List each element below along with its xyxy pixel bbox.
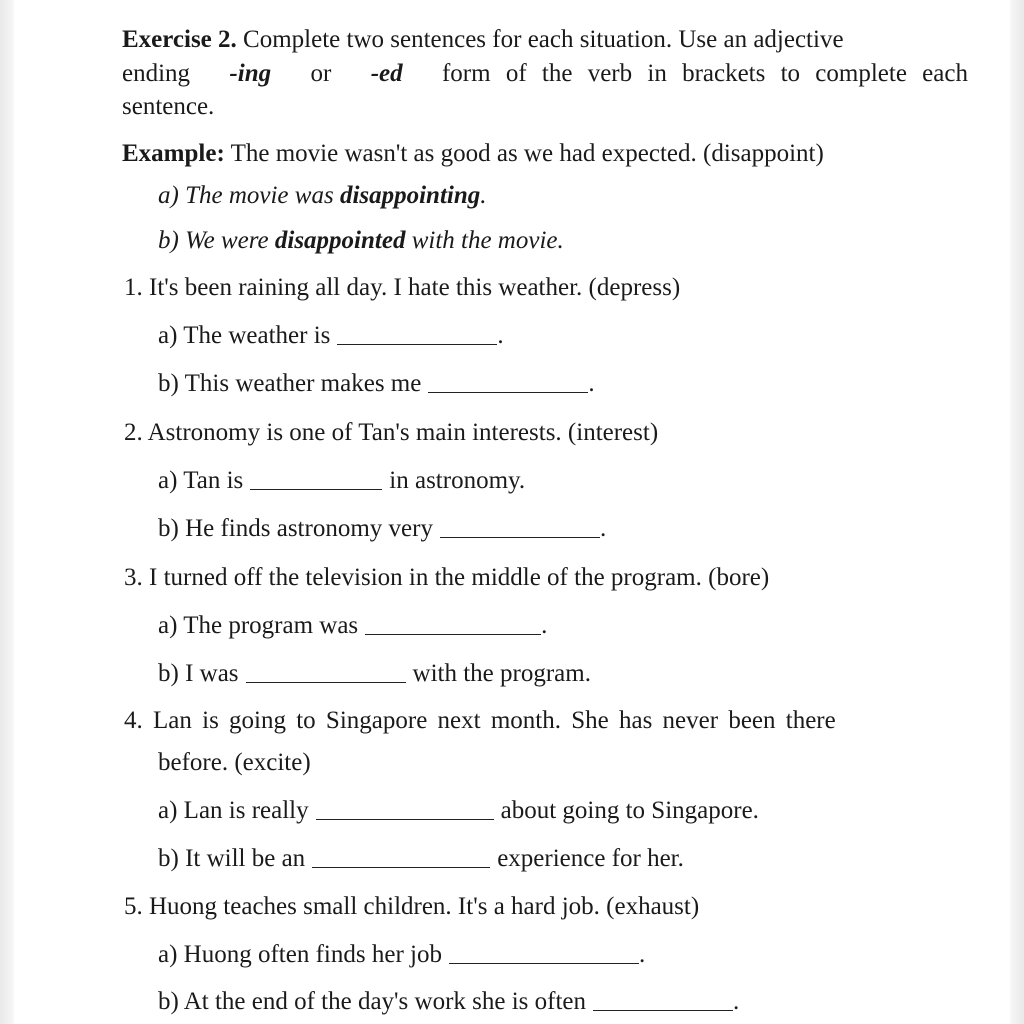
example-b-end: with the movie. bbox=[411, 227, 564, 254]
question-1-stem bbox=[124, 272, 680, 304]
example-label: Example: bbox=[122, 140, 225, 167]
question-5-stem bbox=[124, 891, 699, 923]
example-text: The movie wasn't as good as we had expected. (disappoint) bbox=[230, 140, 824, 167]
answer-blank-1b[interactable] bbox=[428, 371, 588, 391]
question-3-b-end: with the program. bbox=[412, 660, 591, 687]
instruction-line-3 bbox=[122, 91, 214, 123]
ed-suffix: -ed bbox=[370, 60, 403, 87]
page-edge-right bbox=[1010, 0, 1024, 1024]
example-answer-b bbox=[158, 225, 564, 257]
example-line bbox=[122, 138, 824, 170]
question-1-a-text: a) The weather is bbox=[158, 322, 331, 349]
question-5-a-end: . bbox=[638, 941, 646, 968]
question-2-b-text: b) He finds astronomy very bbox=[158, 515, 433, 542]
question-1-a bbox=[158, 320, 504, 352]
instruction-text-2: form of the verb in brackets to complete each bbox=[441, 60, 968, 87]
answer-blank-2b[interactable] bbox=[440, 516, 600, 536]
answer-blank-1a[interactable] bbox=[337, 323, 497, 343]
question-3-a bbox=[158, 610, 547, 642]
answer-blank-3b[interactable] bbox=[246, 661, 406, 681]
question-4-b bbox=[158, 843, 684, 875]
question-4-b-end: experience for her. bbox=[497, 845, 684, 872]
question-4-text-1: 4. Lan is going to Singapore next month. She has never been there bbox=[124, 707, 836, 734]
question-4-a bbox=[158, 795, 759, 827]
question-5-b-end: . bbox=[733, 988, 740, 1015]
example-a-text: The movie was bbox=[185, 182, 334, 209]
question-1-b bbox=[158, 368, 595, 400]
question-3-stem bbox=[124, 562, 769, 594]
answer-blank-5b[interactable] bbox=[593, 989, 733, 1009]
example-a-prefix: a) bbox=[158, 182, 179, 209]
question-5-a-text: a) Huong often finds her job bbox=[158, 941, 442, 968]
question-1-text: 1. It's been raining all day. I hate this weather. (depress) bbox=[124, 274, 681, 301]
question-4-b-text: b) It will be an bbox=[158, 845, 306, 872]
question-3-a-end: . bbox=[541, 612, 548, 639]
question-5-b-text: b) At the end of the day's work she is often bbox=[158, 988, 587, 1015]
example-b-answer: disappointed bbox=[274, 227, 406, 254]
question-4-stem-line-1 bbox=[124, 705, 968, 737]
answer-blank-4a[interactable] bbox=[316, 798, 494, 818]
question-2-a-end: in astronomy. bbox=[389, 467, 526, 494]
question-2-a-text: a) Tan is bbox=[158, 467, 244, 494]
question-4-stem-line-2 bbox=[158, 747, 311, 779]
example-b-prefix: b) bbox=[158, 227, 179, 254]
instruction-line-2 bbox=[122, 58, 968, 90]
question-4-text-2: before. (excite) bbox=[158, 749, 311, 776]
question-3-b-text: b) I was bbox=[158, 660, 239, 687]
question-4-a-text: a) Lan is really bbox=[158, 797, 309, 824]
instruction-line-1 bbox=[122, 24, 968, 56]
answer-blank-4b[interactable] bbox=[312, 846, 490, 866]
answer-blank-3a[interactable] bbox=[365, 613, 541, 633]
question-1-b-end: . bbox=[588, 370, 595, 397]
question-4-a-end: about going to Singapore. bbox=[500, 797, 759, 824]
question-5-text: 5. Huong teaches small children. It's a hard job. (exhaust) bbox=[124, 893, 700, 920]
example-b-text: We were bbox=[185, 227, 269, 254]
question-1-a-end: . bbox=[497, 322, 504, 349]
question-2-stem bbox=[124, 417, 658, 449]
instruction-text-1: Complete two sentences for each situation. Use an adjective bbox=[243, 26, 844, 53]
exercise-label: Exercise 2. bbox=[122, 26, 237, 53]
question-2-text: 2. Astronomy is one of Tan's main interests. (interest) bbox=[124, 419, 659, 446]
answer-blank-2a[interactable] bbox=[250, 468, 382, 488]
question-1-b-text: b) This weather makes me bbox=[158, 370, 422, 397]
question-2-b-end: . bbox=[599, 515, 607, 542]
question-2-b bbox=[158, 513, 606, 545]
instruction-text-3: sentence. bbox=[122, 93, 215, 120]
example-answer-a bbox=[158, 180, 487, 212]
question-3-a-text: a) The program was bbox=[158, 612, 359, 639]
ing-suffix: -ing bbox=[229, 60, 272, 87]
example-a-end: . bbox=[480, 182, 487, 209]
example-a-answer: disappointing bbox=[339, 182, 481, 209]
question-5-b bbox=[158, 986, 739, 1018]
word-or: or bbox=[310, 60, 332, 87]
question-3-b bbox=[158, 658, 591, 690]
question-5-a bbox=[158, 939, 645, 971]
page-edge-left bbox=[0, 0, 14, 1024]
question-3-text: 3. I turned off the television in the middle of the program. (bore) bbox=[124, 564, 770, 591]
answer-blank-5a[interactable] bbox=[449, 942, 639, 962]
question-2-a bbox=[158, 465, 525, 497]
word-ending: ending bbox=[122, 60, 191, 87]
